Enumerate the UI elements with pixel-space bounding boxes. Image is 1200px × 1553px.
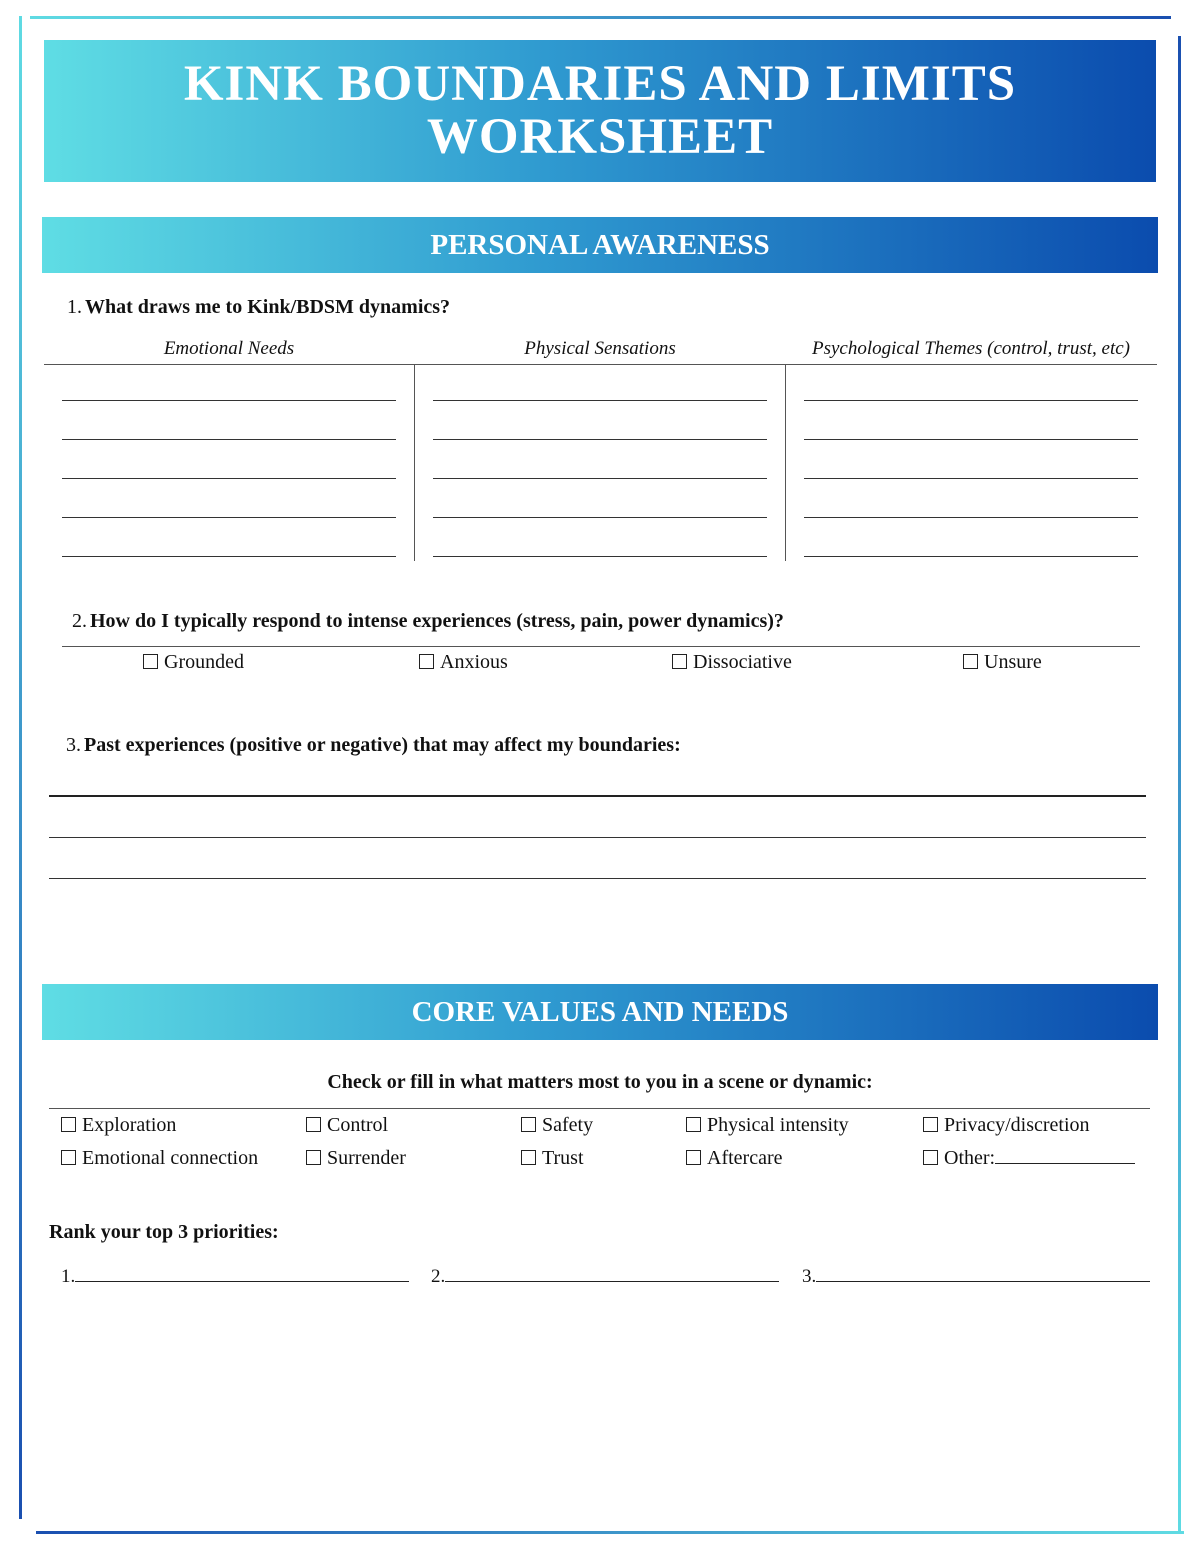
question-3-number: 3.	[66, 734, 81, 756]
checkbox-icon[interactable]	[686, 1150, 701, 1165]
rank-number: 2.	[431, 1266, 446, 1287]
checkbox-icon[interactable]	[686, 1117, 701, 1132]
question-3	[66, 734, 681, 757]
checkbox-icon[interactable]	[672, 654, 687, 669]
value-label: Emotional connection	[82, 1147, 259, 1169]
question-1-text: What draws me to Kink/BDSM dynamics?	[85, 296, 451, 318]
frame-right-border	[1178, 36, 1181, 1534]
checkbox-icon[interactable]	[61, 1117, 76, 1132]
rank-number: 3.	[802, 1266, 817, 1287]
write-line[interactable]	[433, 556, 767, 557]
option-grounded[interactable]	[143, 651, 244, 674]
question-2-text: How do I typically respond to intense experiences (stress, pain, power dynamics)?	[90, 610, 784, 632]
checkbox-icon[interactable]	[306, 1150, 321, 1165]
rank-label: Rank your top 3 priorities:	[49, 1221, 279, 1243]
question-3-text: Past experiences (positive or negative) that may affect my boundaries:	[84, 734, 681, 756]
question-2-rule	[62, 646, 1140, 647]
write-line[interactable]	[433, 517, 767, 518]
checkbox-icon[interactable]	[521, 1150, 536, 1165]
option-anxious[interactable]	[419, 651, 508, 674]
write-line[interactable]	[433, 478, 767, 479]
write-line[interactable]	[433, 400, 767, 401]
value-label: Other:	[944, 1147, 996, 1169]
write-line[interactable]	[62, 556, 396, 557]
core-values-instruction: Check or fill in what matters most to you in a scene or dynamic:	[327, 1071, 873, 1093]
value-label: Privacy/discretion	[944, 1114, 1090, 1136]
option-label: Anxious	[440, 651, 508, 673]
value-label: Control	[327, 1114, 389, 1136]
option-label: Unsure	[984, 651, 1042, 673]
other-fill-line[interactable]	[995, 1147, 1135, 1164]
checkbox-icon[interactable]	[923, 1150, 938, 1165]
option-label: Grounded	[164, 651, 244, 673]
column-header-physical-sensations: Physical Sensations	[524, 338, 676, 359]
value-physical-intensity[interactable]	[686, 1114, 849, 1137]
column-divider-1	[414, 365, 415, 561]
value-label: Surrender	[327, 1147, 406, 1169]
title-banner	[44, 40, 1156, 182]
section-bar-personal-awareness	[42, 217, 1158, 273]
write-line[interactable]	[804, 517, 1138, 518]
write-line[interactable]	[804, 439, 1138, 440]
table-header-rule	[44, 364, 1157, 365]
write-line[interactable]	[49, 795, 1146, 797]
checkbox-icon[interactable]	[521, 1117, 536, 1132]
frame-bottom-border	[36, 1531, 1184, 1534]
value-privacy-discretion[interactable]	[923, 1114, 1090, 1137]
column-header-emotional-needs: Emotional Needs	[163, 338, 295, 359]
question-2	[72, 610, 784, 633]
section-bar-core-values	[42, 984, 1158, 1040]
question-1-number: 1.	[67, 296, 82, 318]
value-control[interactable]	[306, 1114, 388, 1137]
column-header-psychological-themes: Psychological Themes (control, trust, etc)	[811, 338, 1130, 359]
value-label: Aftercare	[707, 1147, 783, 1169]
section-title-personal-awareness: PERSONAL AWARENESS	[430, 228, 770, 261]
rank-3[interactable]	[802, 1265, 1150, 1288]
value-exploration[interactable]	[61, 1114, 176, 1137]
rank-fill-line[interactable]	[445, 1265, 779, 1282]
value-trust[interactable]	[521, 1147, 584, 1170]
frame-top-border	[30, 16, 1171, 19]
value-label: Exploration	[82, 1114, 177, 1136]
checkbox-icon[interactable]	[963, 654, 978, 669]
write-line[interactable]	[804, 556, 1138, 557]
checkbox-icon[interactable]	[143, 654, 158, 669]
frame-left-border	[19, 16, 22, 1519]
option-label: Dissociative	[693, 651, 792, 673]
question-2-number: 2.	[72, 610, 87, 632]
rank-2[interactable]	[431, 1265, 779, 1288]
write-line[interactable]	[804, 478, 1138, 479]
rank-fill-line[interactable]	[816, 1265, 1150, 1282]
write-line[interactable]	[62, 400, 396, 401]
option-dissociative[interactable]	[672, 651, 792, 674]
write-line[interactable]	[433, 439, 767, 440]
column-divider-2	[785, 365, 786, 561]
value-label: Physical intensity	[707, 1114, 849, 1136]
value-surrender[interactable]	[306, 1147, 406, 1170]
question-1	[67, 296, 450, 319]
rank-fill-line[interactable]	[75, 1265, 409, 1282]
write-line[interactable]	[804, 400, 1138, 401]
value-label: Trust	[542, 1147, 584, 1169]
value-other[interactable]	[923, 1147, 1135, 1170]
checkbox-icon[interactable]	[61, 1150, 76, 1165]
rank-1[interactable]	[61, 1265, 409, 1288]
value-aftercare[interactable]	[686, 1147, 783, 1170]
checkbox-icon[interactable]	[923, 1117, 938, 1132]
section-title-core-values: CORE VALUES AND NEEDS	[411, 995, 789, 1028]
page-title: KINK BOUNDARIES AND LIMITS WORKSHEET	[183, 56, 1017, 165]
core-values-rule	[49, 1108, 1150, 1109]
write-line[interactable]	[62, 439, 396, 440]
write-line[interactable]	[62, 478, 396, 479]
checkbox-icon[interactable]	[306, 1117, 321, 1132]
value-emotional-connection[interactable]	[61, 1147, 258, 1170]
write-line[interactable]	[49, 837, 1146, 838]
checkbox-icon[interactable]	[419, 654, 434, 669]
write-line[interactable]	[49, 878, 1146, 879]
value-label: Safety	[542, 1114, 594, 1136]
rank-number: 1.	[61, 1266, 76, 1287]
option-unsure[interactable]	[963, 651, 1042, 674]
write-line[interactable]	[62, 517, 396, 518]
value-safety[interactable]	[521, 1114, 593, 1137]
